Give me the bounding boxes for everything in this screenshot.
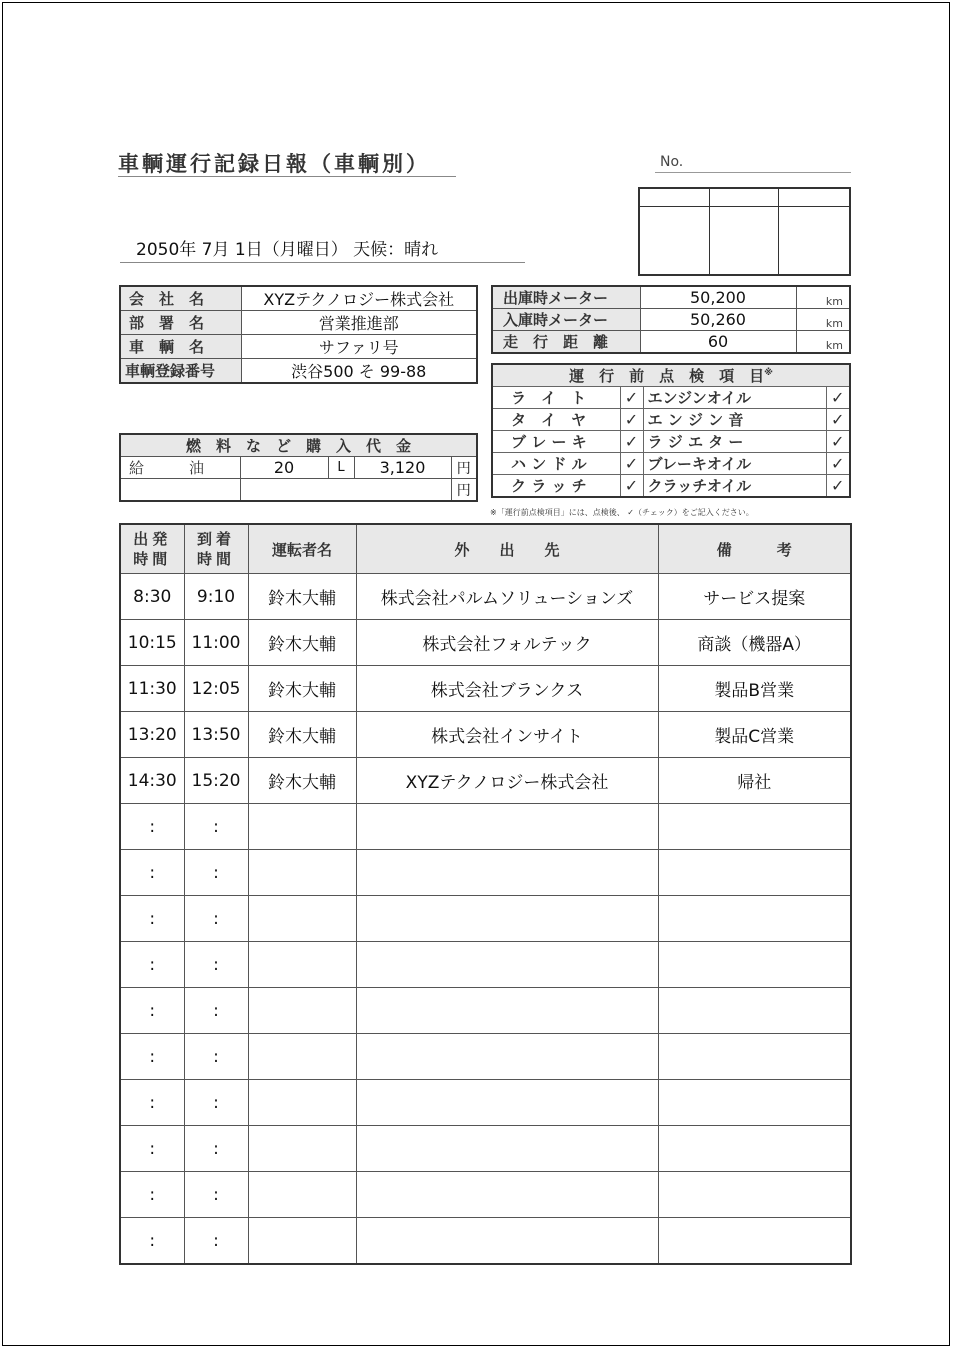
check-icon[interactable]: ✓: [826, 409, 850, 431]
inspection-item-engine-oil: エンジンオイル: [643, 387, 826, 409]
approval-stamp-cell[interactable]: [779, 207, 849, 274]
arrive-time-cell[interactable]: :: [184, 1080, 248, 1126]
table-row: [120, 804, 851, 850]
remarks-cell[interactable]: 商談（機器A）: [658, 620, 851, 666]
driver-cell[interactable]: [248, 1034, 356, 1080]
depart-time-cell[interactable]: :: [120, 804, 184, 850]
check-icon[interactable]: ✓: [620, 387, 643, 409]
inspection-row: [492, 475, 850, 498]
header-depart-time: 出発 時間: [120, 524, 184, 574]
remarks-cell[interactable]: [658, 1172, 851, 1218]
remarks-cell[interactable]: [658, 1126, 851, 1172]
trip-log-header: [120, 524, 851, 574]
arrive-time-cell[interactable]: 13:50: [184, 712, 248, 758]
department-row: [120, 311, 477, 335]
vehicle-label: 車 輌 名: [120, 335, 241, 359]
date-weather: 2050年 7月 1日（月曜日） 天候：晴れ: [136, 240, 439, 260]
depart-time-cell[interactable]: :: [120, 1080, 184, 1126]
inspection-item-brake: ブ レ ー キ: [492, 431, 620, 453]
fuel-extra-label[interactable]: [120, 479, 240, 502]
remarks-cell[interactable]: [658, 988, 851, 1034]
arrive-time-cell[interactable]: :: [184, 988, 248, 1034]
meter-in-field[interactable]: 50,260: [640, 309, 796, 331]
inspection-item-brake-oil: ブレーキオイル: [643, 453, 826, 475]
inspection-note: ※「運行前点検項目」には、点検後、 ✓（チェック）をご記入ください。: [490, 508, 754, 517]
meter-in-label: 入庫時メーター: [492, 309, 640, 331]
driver-cell[interactable]: [248, 1080, 356, 1126]
title-underline: [118, 176, 456, 177]
arrive-time-cell[interactable]: :: [184, 1218, 248, 1265]
inspection-title: 運 行 前 点 検 項 目※: [492, 364, 850, 387]
arrive-time-cell[interactable]: 9:10: [184, 574, 248, 620]
fuel-label: 給 油: [120, 457, 240, 479]
inspection-row: [492, 453, 850, 475]
check-icon[interactable]: ✓: [826, 453, 850, 475]
arrive-time-cell[interactable]: :: [184, 1034, 248, 1080]
depart-time-cell[interactable]: :: [120, 896, 184, 942]
arrive-time-cell[interactable]: :: [184, 804, 248, 850]
destination-cell[interactable]: 株式会社ブランクス: [356, 666, 658, 712]
fuel-title: 燃 料 な ど 購 入 代 金: [120, 434, 477, 457]
meter-table: [491, 285, 851, 354]
meter-out-label: 出庫時メーター: [492, 286, 640, 309]
no-label: No.: [660, 154, 684, 170]
table-row: [120, 620, 851, 666]
inspection-item-handle: ハ ン ド ル: [492, 453, 620, 475]
check-icon[interactable]: ✓: [620, 453, 643, 475]
meter-out-unit: km: [796, 286, 850, 309]
remarks-cell[interactable]: サービス提案: [658, 574, 851, 620]
table-row: [120, 758, 851, 804]
fuel-row-2: [120, 479, 477, 502]
table-row: [120, 1126, 851, 1172]
remarks-cell[interactable]: [658, 1034, 851, 1080]
table-row: [120, 896, 851, 942]
distance-label: 走 行 距 離: [492, 331, 640, 354]
distance-row: [492, 331, 850, 354]
page-title: 車輌運行記録日報（車輌別）: [118, 152, 430, 176]
driver-cell[interactable]: [248, 988, 356, 1034]
company-label: 会 社 名: [120, 286, 241, 311]
table-row: [120, 1172, 851, 1218]
fuel-row: [120, 457, 477, 479]
depart-time-cell[interactable]: :: [120, 850, 184, 896]
header-arrive-time: 到着 時間: [184, 524, 248, 574]
remarks-cell[interactable]: [658, 804, 851, 850]
fuel-extra-amount-field[interactable]: [240, 479, 451, 502]
check-icon[interactable]: ✓: [826, 475, 850, 498]
fuel-title-row: [120, 434, 477, 457]
arrive-time-cell[interactable]: 15:20: [184, 758, 248, 804]
destination-cell[interactable]: [356, 896, 658, 942]
date-underline: [120, 262, 525, 263]
remarks-cell[interactable]: 製品C営業: [658, 712, 851, 758]
approval-stamp-cell[interactable]: [640, 207, 710, 274]
fuel-table: [119, 433, 478, 502]
arrive-time-cell[interactable]: :: [184, 850, 248, 896]
header-remarks: 備 考: [658, 524, 851, 574]
depart-time-cell[interactable]: :: [120, 1034, 184, 1080]
approval-stamp-boxes: [638, 187, 851, 276]
remarks-cell[interactable]: [658, 896, 851, 942]
header-destination: 外 出 先: [356, 524, 658, 574]
depart-time-cell[interactable]: 10:15: [120, 620, 184, 666]
destination-cell[interactable]: 株式会社パルムソリューションズ: [356, 574, 658, 620]
destination-cell[interactable]: [356, 1080, 658, 1126]
table-row: [120, 942, 851, 988]
remarks-cell[interactable]: 帰社: [658, 758, 851, 804]
remarks-cell[interactable]: [658, 942, 851, 988]
inspection-row: [492, 409, 850, 431]
yen-unit: 円: [451, 457, 477, 479]
no-field-line: [655, 172, 851, 173]
driver-cell[interactable]: [248, 850, 356, 896]
inspection-row: [492, 431, 850, 453]
approval-header-cell: [710, 189, 780, 207]
driver-cell[interactable]: 鈴木大輔: [248, 620, 356, 666]
check-icon[interactable]: ✓: [826, 387, 850, 409]
driver-cell[interactable]: [248, 896, 356, 942]
destination-cell[interactable]: [356, 942, 658, 988]
inspection-item-clutch-oil: クラッチオイル: [643, 475, 826, 498]
fuel-amount-field[interactable]: 3,120: [354, 457, 451, 479]
destination-cell[interactable]: [356, 1034, 658, 1080]
department-label: 部 署 名: [120, 311, 241, 335]
trip-log-table: [119, 523, 852, 1265]
header-driver: 運転者名: [248, 524, 356, 574]
remarks-cell[interactable]: [658, 1218, 851, 1265]
inspection-item-tire: タ イ ヤ: [492, 409, 620, 431]
driver-cell[interactable]: [248, 1172, 356, 1218]
depart-time-cell[interactable]: 11:30: [120, 666, 184, 712]
driver-cell[interactable]: 鈴木大輔: [248, 574, 356, 620]
approval-header-cell: [640, 189, 710, 207]
depart-time-cell[interactable]: 8:30: [120, 574, 184, 620]
destination-cell[interactable]: 株式会社インサイト: [356, 712, 658, 758]
meter-out-row: [492, 286, 850, 309]
table-row: [120, 1034, 851, 1080]
inspection-item-clutch: ク ラ ッ チ: [492, 475, 620, 498]
destination-cell[interactable]: [356, 1172, 658, 1218]
company-name-field[interactable]: XYZテクノロジー株式会社: [241, 286, 477, 311]
destination-cell[interactable]: 株式会社フォルテック: [356, 620, 658, 666]
destination-cell[interactable]: [356, 988, 658, 1034]
inspection-row: [492, 387, 850, 409]
company-row: [120, 286, 477, 311]
inspection-item-radiator: ラ ジ エ タ ー: [643, 431, 826, 453]
liter-unit: L: [328, 457, 354, 479]
destination-cell[interactable]: XYZテクノロジー株式会社: [356, 758, 658, 804]
arrive-time-cell[interactable]: :: [184, 896, 248, 942]
driver-cell[interactable]: [248, 1126, 356, 1172]
depart-time-cell[interactable]: 14:30: [120, 758, 184, 804]
check-icon[interactable]: ✓: [826, 431, 850, 453]
distance-field[interactable]: 60: [640, 331, 796, 354]
driver-cell[interactable]: 鈴木大輔: [248, 712, 356, 758]
depart-time-cell[interactable]: 13:20: [120, 712, 184, 758]
driver-cell[interactable]: 鈴木大輔: [248, 666, 356, 712]
inspection-title-row: [492, 364, 850, 387]
registration-row: [120, 359, 477, 384]
registration-label: 車輌登録番号: [120, 359, 241, 384]
driver-cell[interactable]: 鈴木大輔: [248, 758, 356, 804]
arrive-time-cell[interactable]: 12:05: [184, 666, 248, 712]
table-row: [120, 988, 851, 1034]
yen-unit: 円: [451, 479, 477, 502]
inspection-table: [491, 363, 851, 498]
depart-time-cell[interactable]: :: [120, 988, 184, 1034]
table-row: [120, 712, 851, 758]
vehicle-row: [120, 335, 477, 359]
remarks-cell[interactable]: [658, 850, 851, 896]
meter-in-row: [492, 309, 850, 331]
inspection-item-engine-sound: エ ン ジ ン 音: [643, 409, 826, 431]
table-row: [120, 1218, 851, 1265]
registration-field[interactable]: 渋谷500 そ 99-88: [241, 359, 477, 384]
vehicle-name-field[interactable]: サファリ号: [241, 335, 477, 359]
destination-cell[interactable]: [356, 850, 658, 896]
arrive-time-cell[interactable]: :: [184, 1126, 248, 1172]
driver-cell[interactable]: [248, 942, 356, 988]
distance-unit: km: [796, 331, 850, 354]
approval-stamp-cell[interactable]: [710, 207, 780, 274]
destination-cell[interactable]: [356, 1126, 658, 1172]
check-icon[interactable]: ✓: [620, 475, 643, 498]
destination-cell[interactable]: [356, 1218, 658, 1265]
meter-out-field[interactable]: 50,200: [640, 286, 796, 309]
arrive-time-cell[interactable]: :: [184, 1172, 248, 1218]
approval-header-cell: [779, 189, 849, 207]
driver-cell[interactable]: [248, 1218, 356, 1265]
remarks-cell[interactable]: 製品B営業: [658, 666, 851, 712]
destination-cell[interactable]: [356, 804, 658, 850]
table-row: [120, 574, 851, 620]
meter-in-unit: km: [796, 309, 850, 331]
company-info-table: [119, 285, 478, 384]
check-icon[interactable]: ✓: [620, 409, 643, 431]
depart-time-cell[interactable]: :: [120, 1172, 184, 1218]
arrive-time-cell[interactable]: 11:00: [184, 620, 248, 666]
driver-cell[interactable]: [248, 804, 356, 850]
arrive-time-cell[interactable]: :: [184, 942, 248, 988]
check-icon[interactable]: ✓: [620, 431, 643, 453]
depart-time-cell[interactable]: :: [120, 1218, 184, 1265]
fuel-liters-field[interactable]: 20: [240, 457, 328, 479]
table-row: [120, 666, 851, 712]
depart-time-cell[interactable]: :: [120, 942, 184, 988]
table-row: [120, 1080, 851, 1126]
table-row: [120, 850, 851, 896]
depart-time-cell[interactable]: :: [120, 1126, 184, 1172]
inspection-item-light: ラ イ ト: [492, 387, 620, 409]
department-field[interactable]: 営業推進部: [241, 311, 477, 335]
remarks-cell[interactable]: [658, 1080, 851, 1126]
